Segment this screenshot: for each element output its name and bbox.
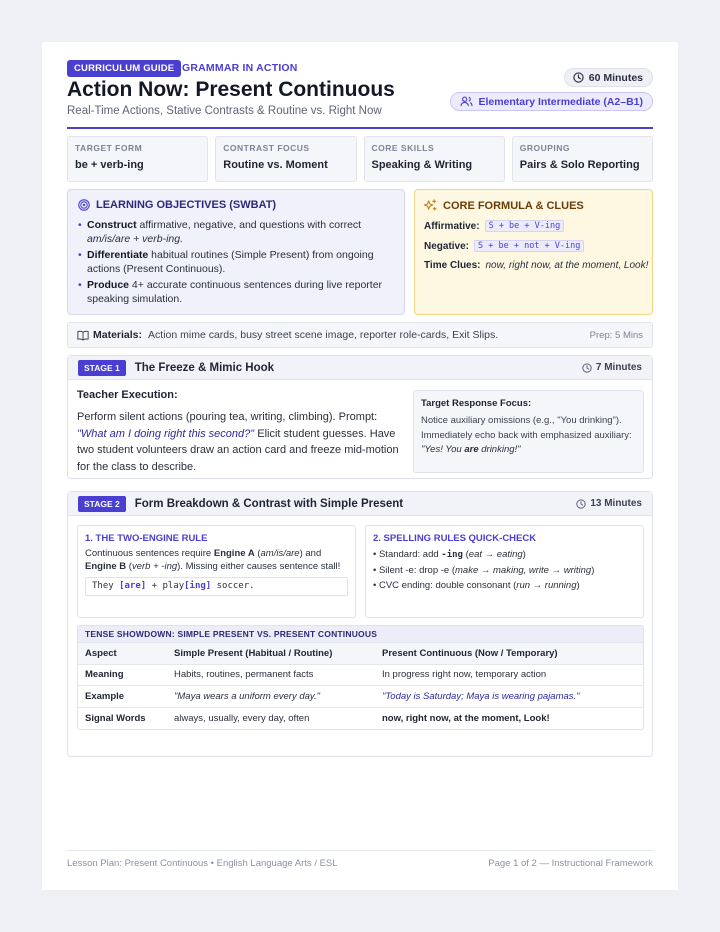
fact-label: CORE SKILLS	[371, 143, 435, 153]
execution-text: Perform silent actions (pouring tea, writing, climbing). Prompt: "What am I doing right this second?" Elicit student guesses. Have two student volunteers draw an action card and freeze mid-motion for the class to describe.	[77, 411, 399, 473]
table-cell: Habits, routines, permanent facts	[167, 664, 375, 686]
formula-negative: Negative: S + be + not + V-ing	[424, 240, 643, 252]
stage-tag: STAGE 1	[78, 360, 126, 376]
formula-time-clues: Time Clues: now, right now, at the moment, Look!	[424, 260, 649, 271]
table-cell: always, usually, every day, often	[167, 707, 375, 729]
learning-objectives-box	[67, 189, 405, 315]
fact-label: CONTRAST FOCUS	[223, 143, 310, 153]
table-row	[78, 686, 643, 708]
negative-formula: S + be + not + V-ing	[474, 240, 584, 252]
stage-time: 13 Minutes	[576, 498, 642, 509]
materials-label: Materials:	[93, 329, 143, 341]
row-label: Example	[78, 686, 167, 708]
fact-value: be + verb-ing	[75, 159, 144, 171]
quick-facts	[67, 136, 653, 182]
row-label: Signal Words	[78, 707, 167, 729]
stage-time: 7 Minutes	[582, 362, 642, 373]
focus-heading: Target Response Focus:	[421, 398, 532, 409]
page-header	[67, 60, 653, 130]
header-divider	[67, 127, 653, 129]
stage-1-section	[67, 355, 653, 479]
page-content	[67, 60, 653, 869]
execution-heading: Teacher Execution:	[77, 389, 178, 401]
duration-pill	[564, 68, 653, 87]
stage-2-section	[67, 491, 653, 757]
stage-2-header	[68, 492, 652, 516]
column-header: Simple Present (Habitual / Routine)	[167, 643, 375, 665]
fact-label: TARGET FORM	[75, 143, 143, 153]
objectives-list	[78, 219, 394, 306]
book-icon	[77, 330, 89, 341]
fact-contrast-focus	[215, 136, 356, 182]
formula-heading-text: CORE FORMULA & CLUES	[443, 199, 584, 212]
page-title: Action Now: Present Continuous	[67, 78, 395, 101]
footer-left: Lesson Plan: Present Continuous • English Language Arts / ESL	[67, 858, 338, 869]
curriculum-guide-badge: CURRICULUM GUIDE	[67, 60, 181, 77]
fact-value: Routine vs. Moment	[223, 159, 328, 171]
row-label: Meaning	[78, 664, 167, 686]
two-engine-rule	[77, 525, 356, 618]
rule-heading: 1. THE TWO-ENGINE RULE	[85, 533, 208, 544]
table-cell: now, right now, at the moment, Look!	[375, 707, 643, 729]
fact-value: Pairs & Solo Reporting	[519, 159, 640, 171]
formula-affirmative: Affirmative: S + be + V-ing	[424, 220, 643, 232]
footer-right: Page 1 of 2 — Instructional Framework	[488, 858, 653, 869]
level-pill	[450, 92, 653, 111]
focus-text: Notice auxiliary omissions (e.g., "You drinking"). Immediately echo back with emphasized auxiliary: "Yes! You are drinking!"	[421, 415, 632, 455]
tense-comparison-table	[77, 625, 644, 730]
spelling-rules-list	[373, 547, 636, 593]
fact-label: GROUPING	[519, 143, 571, 153]
teacher-execution	[77, 389, 401, 475]
example-code: They [are] + play[ing] soccer.	[85, 577, 348, 596]
table-cell: "Today is Saturday; Maya is wearing pajamas."	[375, 686, 643, 708]
fact-core-skills	[364, 136, 505, 182]
fact-grouping	[512, 136, 653, 182]
spelling-rule: • Silent -e: drop -e (make → making, write → writing)	[373, 565, 595, 576]
prep-time: Prep: 5 Mins	[589, 329, 643, 341]
sparkles-icon	[424, 199, 437, 212]
column-header: Aspect	[78, 643, 167, 665]
spelling-rule: • CVC ending: double consonant (run → running)	[373, 580, 580, 591]
column-header: Present Continuous (Now / Temporary)	[375, 643, 643, 665]
duration-text: 60 Minutes	[588, 71, 643, 84]
fact-value: Speaking & Writing	[371, 159, 473, 171]
level-text: Elementary Intermediate (A2–B1)	[478, 95, 643, 108]
target-response-focus	[413, 390, 644, 473]
lesson-plan-page	[42, 42, 678, 890]
spelling-rules	[365, 525, 644, 618]
spelling-rule: • Standard: add -ing (eat → eating)	[373, 549, 526, 560]
clock-icon	[573, 72, 584, 83]
stage-1-header	[68, 356, 652, 380]
objective-item: • Differentiate habitual routines (Simple Present) from ongoing actions (Present Continuous).	[78, 249, 394, 276]
clock-icon	[582, 363, 592, 373]
page-subtitle: Real-Time Actions, Stative Contrasts & Routine vs. Right Now	[67, 105, 382, 117]
table-row	[78, 707, 643, 729]
users-icon	[460, 96, 473, 107]
table-row	[78, 664, 643, 686]
materials-text: Action mime cards, busy street scene image, reporter role-cards, Exit Slips.	[148, 329, 499, 341]
objective-item: • Produce 4+ accurate continuous sentences during live reporter speaking simulation.	[78, 279, 394, 306]
table-header-row	[78, 643, 643, 665]
page-footer	[67, 850, 653, 869]
stage-title: The Freeze & Mimic Hook	[134, 361, 275, 374]
table-cell: "Maya wears a uniform every day."	[167, 686, 375, 708]
clock-icon	[576, 499, 586, 509]
materials-bar	[67, 322, 653, 348]
stage-title: Form Breakdown & Contrast with Simple Present	[134, 497, 404, 510]
rule-heading: 2. SPELLING RULES QUICK-CHECK	[373, 533, 537, 544]
formula-heading	[424, 199, 643, 212]
stage-tag: STAGE 2	[78, 496, 126, 512]
affirmative-formula: S + be + V-ing	[485, 220, 565, 232]
objective-item: • Construct affirmative, negative, and questions with correct am/is/are + verb-ing.	[78, 219, 394, 246]
eyebrow-label: GRAMMAR IN ACTION	[182, 62, 298, 74]
core-formula-box	[414, 189, 653, 315]
objectives-heading	[78, 199, 394, 211]
table-caption: TENSE SHOWDOWN: SIMPLE PRESENT VS. PRESENT CONTINUOUS	[78, 626, 643, 642]
objectives-heading-text: LEARNING OBJECTIVES (SWBAT)	[96, 199, 277, 211]
table-cell: In progress right now, temporary action	[375, 664, 643, 686]
time-clues: now, right now, at the moment, Look!	[485, 260, 649, 271]
rule-text: Continuous sentences require Engine A (am/is/are) and Engine B (verb + -ing). Missing either causes sentence stall!	[85, 548, 341, 572]
target-icon	[78, 199, 90, 211]
fact-target-form	[67, 136, 208, 182]
